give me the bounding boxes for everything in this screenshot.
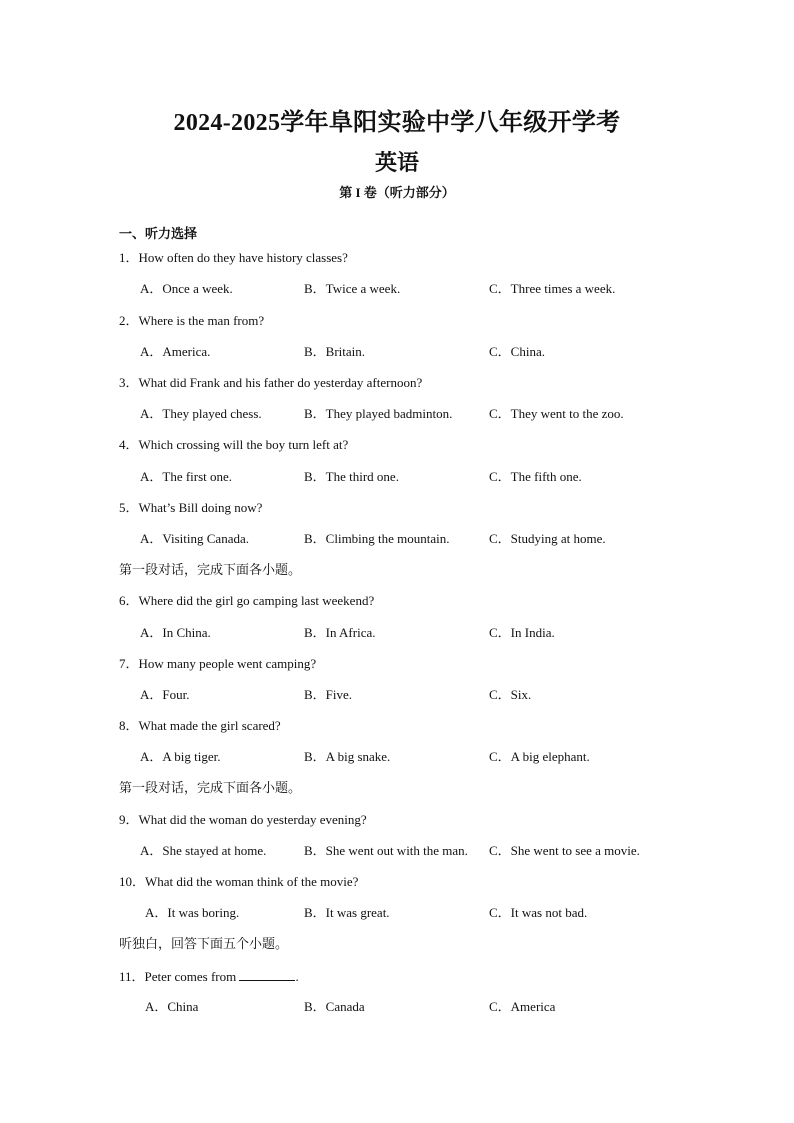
option-4c: C．The fifth one. xyxy=(489,469,582,484)
option-4a: A．The first one. xyxy=(140,469,233,484)
option-2b: B．Britain. xyxy=(304,344,366,359)
question-2: 2．Where is the man from? xyxy=(119,313,265,328)
option-6b: B．In Africa. xyxy=(304,625,376,640)
question-3: 3．What did Frank and his father do yesterday afternoon? xyxy=(119,375,423,390)
option-1c: C．Three times a week. xyxy=(489,281,616,296)
option-9a: A．She stayed at home. xyxy=(140,843,267,858)
question-11 xyxy=(119,968,299,985)
option-6c: C．In India. xyxy=(489,625,555,640)
subject-title: 英语 xyxy=(374,150,419,175)
answer-blank xyxy=(239,968,295,981)
question-10: 10．What did the woman think of the movie? xyxy=(119,874,359,889)
question-1: 1．How often do they have history classes? xyxy=(119,250,348,265)
option-3b: B．They played badminton. xyxy=(304,406,453,421)
question-4: 4．Which crossing will the boy turn left at? xyxy=(119,437,349,452)
option-10b: B．It was great. xyxy=(304,905,390,920)
option-9b: B．She went out with the man. xyxy=(304,843,468,858)
question-8: 8．What made the girl scared? xyxy=(119,718,281,733)
part-title: 第 I 卷（听力部分） xyxy=(339,185,455,200)
question-11-end: . xyxy=(295,969,299,984)
option-6a: A．In China. xyxy=(140,625,211,640)
dialogue-note-2: 第一段对话，完成下面各小题。 xyxy=(119,780,302,795)
option-4b: B．The third one. xyxy=(304,469,399,484)
option-11c: C．America xyxy=(489,999,556,1014)
option-3a: A．They played chess. xyxy=(140,406,262,421)
option-5c: C．Studying at home. xyxy=(489,531,606,546)
option-7b: B．Five. xyxy=(304,687,353,702)
option-2c: C．China. xyxy=(489,344,545,359)
monologue-note: 听独白，回答下面五个小题。 xyxy=(119,936,289,951)
question-6: 6．Where did the girl go camping last weekend? xyxy=(119,593,375,608)
option-8b: B．A big snake. xyxy=(304,749,391,764)
option-5b: B．Climbing the mountain. xyxy=(304,531,450,546)
exam-title: 2024-2025学年阜阳实验中学八年级开学考 xyxy=(173,110,621,136)
dialogue-note-1: 第一段对话，完成下面各小题。 xyxy=(119,562,302,577)
option-10c: C．It was not bad. xyxy=(489,905,588,920)
option-5a: A．Visiting Canada. xyxy=(140,531,249,546)
question-11-text: 11．Peter comes from xyxy=(119,969,237,984)
option-11b: B．Canada xyxy=(304,999,365,1014)
option-2a: A．America. xyxy=(140,344,211,359)
option-3c: C．They went to the zoo. xyxy=(489,406,624,421)
option-1a: A．Once a week. xyxy=(140,281,233,296)
section-heading: 一、听力选择 xyxy=(119,226,198,241)
option-7c: C．Six. xyxy=(489,687,532,702)
question-5: 5．What’s Bill doing now? xyxy=(119,500,263,515)
question-9: 9．What did the woman do yesterday evening? xyxy=(119,812,367,827)
option-8a: A．A big tiger. xyxy=(140,749,221,764)
option-11a: A．China xyxy=(145,999,199,1014)
option-1b: B．Twice a week. xyxy=(304,281,401,296)
option-9c: C．She went to see a movie. xyxy=(489,843,640,858)
option-7a: A．Four. xyxy=(140,687,190,702)
option-10a: A．It was boring. xyxy=(145,905,240,920)
question-7: 7．How many people went camping? xyxy=(119,656,317,671)
option-8c: C．A big elephant. xyxy=(489,749,590,764)
